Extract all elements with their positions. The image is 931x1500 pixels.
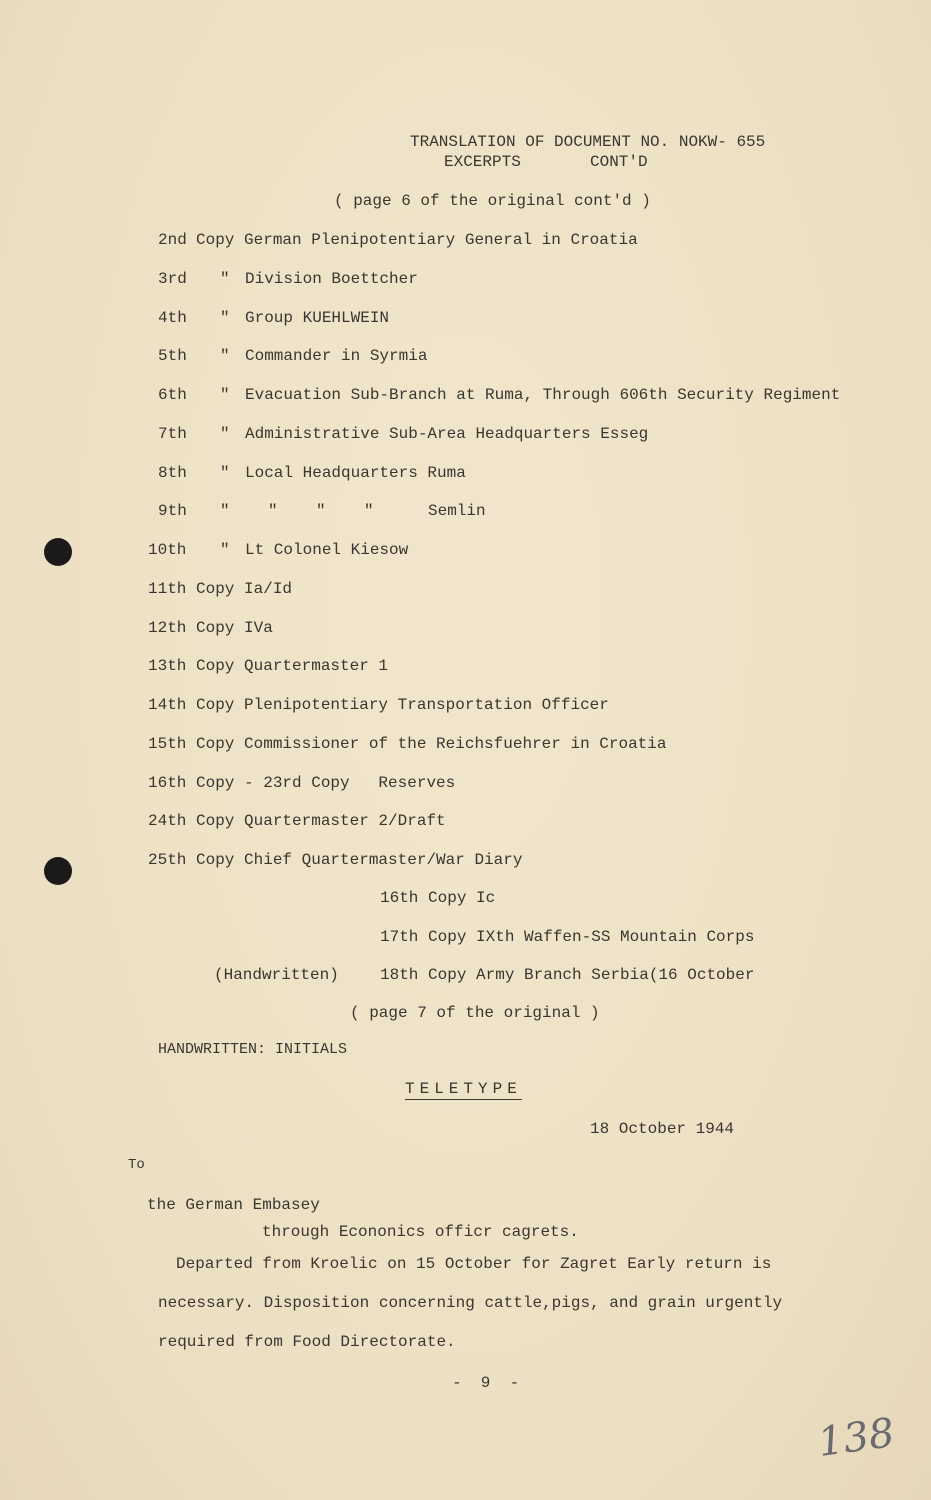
ditto-mark: ": [220, 269, 230, 288]
ditto-mark: ": [220, 347, 230, 366]
copy-number: 10th: [148, 541, 187, 559]
recipient-entry: Copy - 23rd Copy Reserves: [196, 773, 456, 792]
copy-number: 4th: [158, 308, 187, 327]
recipient-entry: Copy Commissioner of the Reichsfuehrer in Croatia: [196, 734, 667, 753]
extra-copy: 18th Copy Army Branch Serbia(16 October: [380, 966, 755, 984]
body-line: Departed from Kroelic on 15 October for Zagret Early return is: [176, 1255, 772, 1273]
extra-copy: 17th Copy IXth Waffen-SS Mountain Corps: [380, 928, 755, 946]
handwritten-initials: HANDWRITTEN: INITIALS: [158, 1041, 348, 1058]
copy-number: 25th: [148, 851, 187, 869]
copy-number: 24th: [148, 812, 187, 831]
copy-number: 2nd: [158, 231, 187, 249]
recipient-entry: Copy Ia/Id: [196, 579, 293, 598]
copy-number: 16th: [148, 773, 187, 792]
to-label: To: [128, 1157, 145, 1173]
document-title: TRANSLATION OF DOCUMENT NO. NOKW- 655: [410, 133, 766, 151]
recipient-entry: Evacuation Sub-Branch at Ruma, Through 606th Security Regiment: [245, 386, 841, 404]
extra-copy: 16th Copy Ic: [380, 889, 496, 907]
ditto-mark: ": [220, 541, 230, 559]
recipient-entry: Group KUEHLWEIN: [245, 308, 390, 327]
recipient-entry: Copy German Plenipotentiary General in Croatia: [196, 231, 638, 249]
page-number: - 9 -: [452, 1374, 520, 1392]
copy-number: 12th: [148, 618, 187, 637]
ditto-mark: ": [220, 424, 230, 443]
excerpts-label: EXCERPTS: [444, 153, 521, 171]
recipient-entry: Local Headquarters Ruma: [245, 463, 466, 482]
recipient-entry: Copy Chief Quartermaster/War Diary: [196, 851, 523, 869]
copy-number: 8th: [158, 463, 187, 482]
ditto-mark: " " " ": [220, 502, 374, 521]
ditto-mark: ": [220, 386, 230, 404]
date: 18 October 1944: [590, 1120, 735, 1138]
page6-note: ( page 6 of the original cont'd ): [334, 192, 651, 210]
teletype-heading: TELETYPE: [405, 1080, 522, 1098]
recipient-entry: Copy Plenipotentiary Transportation Officer: [196, 696, 609, 714]
ditto-mark: ": [220, 308, 230, 327]
recipient-entry: Lt Colonel Kiesow: [245, 541, 409, 559]
punch-hole: [44, 857, 72, 885]
contd-label: CONT'D: [590, 153, 648, 171]
via: through Econonics officr cagrets.: [262, 1223, 579, 1241]
recipient: the German Embasey: [147, 1196, 320, 1214]
recipient-entry: Semlin: [428, 502, 486, 521]
ditto-mark: ": [220, 463, 230, 482]
copy-number: 5th: [158, 347, 187, 366]
copy-number: 11th: [148, 579, 187, 598]
recipient-entry: Copy Quartermaster 1: [196, 657, 389, 676]
copy-number: 7th: [158, 424, 187, 443]
copy-number: 13th: [148, 657, 187, 676]
copy-number: 6th: [158, 386, 187, 404]
punch-hole: [44, 538, 72, 566]
copy-number: 3rd: [158, 269, 187, 288]
handwritten-folio-number: 138: [815, 1409, 898, 1467]
recipient-entry: Administrative Sub-Area Headquarters Esseg: [245, 424, 649, 443]
body-line: required from Food Directorate.: [158, 1333, 456, 1351]
page7-note: ( page 7 of the original ): [350, 1004, 600, 1022]
copy-number: 15th: [148, 734, 187, 753]
recipient-entry: Copy Quartermaster 2/Draft: [196, 812, 446, 831]
copy-number: 9th: [158, 502, 187, 521]
handwritten-label: (Handwritten): [214, 966, 339, 984]
recipient-entry: Division Boettcher: [245, 269, 418, 288]
recipient-entry: Copy IVa: [196, 618, 273, 637]
copy-number: 14th: [148, 696, 187, 714]
body-line: necessary. Disposition concerning cattle,pigs, and grain urgently: [158, 1294, 783, 1312]
recipient-entry: Commander in Syrmia: [245, 347, 428, 366]
